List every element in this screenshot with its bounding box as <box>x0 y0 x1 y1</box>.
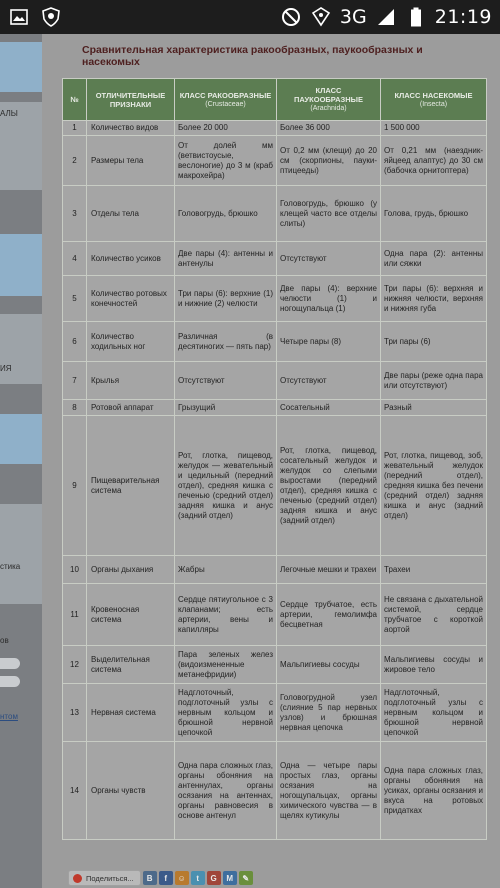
row-feature: Количество ротовых конечностей <box>87 276 175 322</box>
header-crustaceans <box>175 79 277 121</box>
table-row <box>63 136 487 186</box>
cell-insects: Рот, глотка, пищевод, зоб, жевательный желудок (передний отдел), средняя кишка без печени (средний отдел) задняя кишка и анус (задний отдел) <box>381 416 487 556</box>
row-feature: Органы чувств <box>87 742 175 840</box>
cell-crustaceans: Различная (в десятиногих — пять пар) <box>175 322 277 362</box>
sidebar-fragment: ИЯ <box>0 364 12 373</box>
cell-insects: Три пары (6): верхняя и нижняя челюсти, верхняя и нижняя губа <box>381 276 487 322</box>
table-row <box>63 362 487 400</box>
image-icon <box>8 6 30 28</box>
table-row <box>63 400 487 416</box>
cell-crustaceans: Одна пара сложных глаз, органы обоняния на антеннулах, органы осязания на антеннах, органы равновесия в основе антенул <box>175 742 277 840</box>
cell-crustaceans: Две пары (4): антенны и антенулы <box>175 242 277 276</box>
row-num: 14 <box>63 742 87 840</box>
table-header-row <box>63 79 487 121</box>
mail-icon[interactable]: M <box>223 871 237 885</box>
vpn-key-icon <box>310 6 332 28</box>
page-title: Сравнительная характеристика ракообразных, паукообразных и насекомых <box>82 44 423 68</box>
cell-crustaceans: Надглоточный, подглоточный узлы с нервным кольцом и брюшной нервной цепочкой <box>175 684 277 742</box>
header-num: № <box>63 79 87 121</box>
header-crustaceans-name: КЛАСС РАКООБРАЗНЫЕ <box>179 90 272 100</box>
row-feature: Ротовой аппарат <box>87 400 175 416</box>
network-type-label: 3G <box>339 6 367 28</box>
table-row <box>63 584 487 646</box>
clock: 21:19 <box>434 6 492 28</box>
row-feature: Крылья <box>87 362 175 400</box>
cell-crustaceans: Сердце пятиугольное с 3 клапанами; есть артерии, вены и капилляры <box>175 584 277 646</box>
table-row <box>63 646 487 684</box>
cell-arachnids: Головогрудь, брюшко (у клещей часто все отделы слиты) <box>277 186 381 242</box>
header-insects-name: КЛАСС НАСЕКОМЫЕ <box>394 90 473 100</box>
cell-crustaceans: От долей мм (ветвистоусые, веслоногие) до 3 м (краб макрохейра) <box>175 136 277 186</box>
row-feature: Нервная система <box>87 684 175 742</box>
cell-insects: Разный <box>381 400 487 416</box>
vk-icon[interactable]: В <box>143 871 157 885</box>
cell-insects: Две пары (реже одна пара или отсутствуют) <box>381 362 487 400</box>
cell-insects: Три пары (6) <box>381 322 487 362</box>
row-num: 13 <box>63 684 87 742</box>
cell-arachnids: Легочные мешки и трахеи <box>277 556 381 584</box>
cell-insects: Не связана с дыхательной системой, сердце трубчатое с короткой аортой <box>381 584 487 646</box>
table-row <box>63 276 487 322</box>
table-row <box>63 121 487 136</box>
row-num: 3 <box>63 186 87 242</box>
cell-crustaceans: Три пары (6): верхние (1) и нижние (2) челюсти <box>175 276 277 322</box>
cell-arachnids: Сосательный <box>277 400 381 416</box>
cell-crustaceans: Головогрудь, брюшко <box>175 186 277 242</box>
table-row <box>63 684 487 742</box>
table-row <box>63 322 487 362</box>
row-feature: Количество усиков <box>87 242 175 276</box>
signal-icon <box>375 6 397 28</box>
sidebar-banner[interactable] <box>0 414 42 464</box>
cell-arachnids: Две пары (4): верхние челюсти (1) и ногощупальца (1) <box>277 276 381 322</box>
share-button[interactable] <box>68 870 141 886</box>
row-num: 12 <box>63 646 87 684</box>
header-arachnids-name: КЛАСС ПАУКООБРАЗНЫЕ <box>293 86 364 104</box>
sidebar-panel <box>0 314 42 384</box>
sidebar-button[interactable] <box>0 658 20 669</box>
row-feature: Количество видов <box>87 121 175 136</box>
row-num: 11 <box>63 584 87 646</box>
row-num: 1 <box>63 121 87 136</box>
sidebar-link[interactable]: нтом <box>0 712 18 721</box>
facebook-icon[interactable]: f <box>159 871 173 885</box>
row-feature: Количество ходильных ног <box>87 322 175 362</box>
header-insects <box>381 79 487 121</box>
sidebar <box>0 34 42 888</box>
cell-crustaceans: Более 20 000 <box>175 121 277 136</box>
header-feature: ОТЛИЧИТЕЛЬНЫЕ ПРИЗНАКИ <box>87 79 175 121</box>
cell-insects: 1 500 000 <box>381 121 487 136</box>
sidebar-fragment: стика <box>0 562 21 571</box>
row-num: 4 <box>63 242 87 276</box>
header-insects-latin: (Insecta) <box>419 100 448 108</box>
row-feature: Пищеварительная система <box>87 416 175 556</box>
table-row <box>63 186 487 242</box>
cell-arachnids: Головогрудной узел (слияние 5 пар нервных узлов) и брюшная нервная цепочка <box>277 684 381 742</box>
sidebar-fragment: АЛЫ <box>0 109 18 118</box>
table-row <box>63 416 487 556</box>
row-feature: Размеры тела <box>87 136 175 186</box>
comparison-table <box>62 78 487 840</box>
sidebar-panel <box>0 504 42 604</box>
cell-arachnids: Сердце трубчатое, есть артерии, гемолимфа бесцветная <box>277 584 381 646</box>
cell-crustaceans: Рот, глотка, пищевод, желудок — жевательный и цедильный (передний отдел), средняя кишка с печенью (средний отдел) задняя кишка и анус (задний отдел) <box>175 416 277 556</box>
cell-insects: Голова, грудь, брюшко <box>381 186 487 242</box>
cell-arachnids: Четыре пары (8) <box>277 322 381 362</box>
row-feature: Кровеносная система <box>87 584 175 646</box>
header-crustaceans-latin: (Crustaceae) <box>205 100 246 108</box>
article <box>42 34 500 888</box>
cell-insects: Одна пара сложных глаз, органы обоняния на усиках, органы осязания и вкуса на ротовых придатках <box>381 742 487 840</box>
table-row <box>63 556 487 584</box>
sidebar-banner[interactable] <box>0 42 42 92</box>
row-feature: Отделы тела <box>87 186 175 242</box>
share-bar <box>68 868 253 888</box>
cell-crustaceans: Отсутствуют <box>175 362 277 400</box>
cell-insects: От 0,21 мм (наездник-яйцеед алаптус) до 30 см (бабочка орнитоптера) <box>381 136 487 186</box>
header-arachnids-latin: (Arachnida) <box>310 105 347 112</box>
cell-insects: Одна пара (2): антенны или сяжки <box>381 242 487 276</box>
cell-arachnids: Отсутствуют <box>277 362 381 400</box>
cell-insects: Мальпигиевы сосуды и жировое тело <box>381 646 487 684</box>
cell-insects: Трахеи <box>381 556 487 584</box>
twitter-icon[interactable]: t <box>191 871 205 885</box>
cell-crustaceans: Грызущий <box>175 400 277 416</box>
share-button-label: Поделиться... <box>86 873 134 883</box>
row-num: 7 <box>63 362 87 400</box>
row-feature: Выделительная система <box>87 646 175 684</box>
row-num: 6 <box>63 322 87 362</box>
cell-crustaceans: Жабры <box>175 556 277 584</box>
livejournal-icon[interactable]: ✎ <box>239 871 253 885</box>
row-num: 5 <box>63 276 87 322</box>
table-row <box>63 242 487 276</box>
row-num: 2 <box>63 136 87 186</box>
cell-arachnids: Отсутствуют <box>277 242 381 276</box>
do-not-disturb-icon <box>280 6 302 28</box>
cell-crustaceans: Пара зеленых желез (видоизмененные метанефридии) <box>175 646 277 684</box>
sidebar-fragment: ов <box>0 636 9 645</box>
battery-icon <box>405 6 427 28</box>
cell-insects: Надглоточный, подглоточный узлы с нервным кольцом и брюшной нервной цепочкой <box>381 684 487 742</box>
google-plus-icon[interactable]: G <box>207 871 221 885</box>
cell-arachnids: Более 36 000 <box>277 121 381 136</box>
share-icon <box>73 874 82 883</box>
cell-arachnids: От 0,2 мм (клещи) до 20 см (скорпионы, пауки-птицееды) <box>277 136 381 186</box>
cell-arachnids: Мальпигиевы сосуды <box>277 646 381 684</box>
row-num: 8 <box>63 400 87 416</box>
row-num: 10 <box>63 556 87 584</box>
header-arachnids <box>277 79 381 121</box>
sidebar-banner[interactable] <box>0 234 42 296</box>
cell-arachnids: Одна — четыре пары простых глаз, органы осязания на ногощупальцах, органы химического чувства — в щелях кутикулы <box>277 742 381 840</box>
table-row <box>63 742 487 840</box>
odnoklassniki-icon[interactable]: ☺ <box>175 871 189 885</box>
row-feature: Органы дыхания <box>87 556 175 584</box>
cell-arachnids: Рот, глотка, пищевод, сосательный желудок и желудок со слепыми выростами (передний отдел), средняя кишка с печенью (средний отдел) задняя кишка и анус (задний отдел) <box>277 416 381 556</box>
sidebar-button[interactable] <box>0 676 20 687</box>
row-num: 9 <box>63 416 87 556</box>
status-bar <box>0 0 500 34</box>
shield-app-icon <box>40 6 62 28</box>
